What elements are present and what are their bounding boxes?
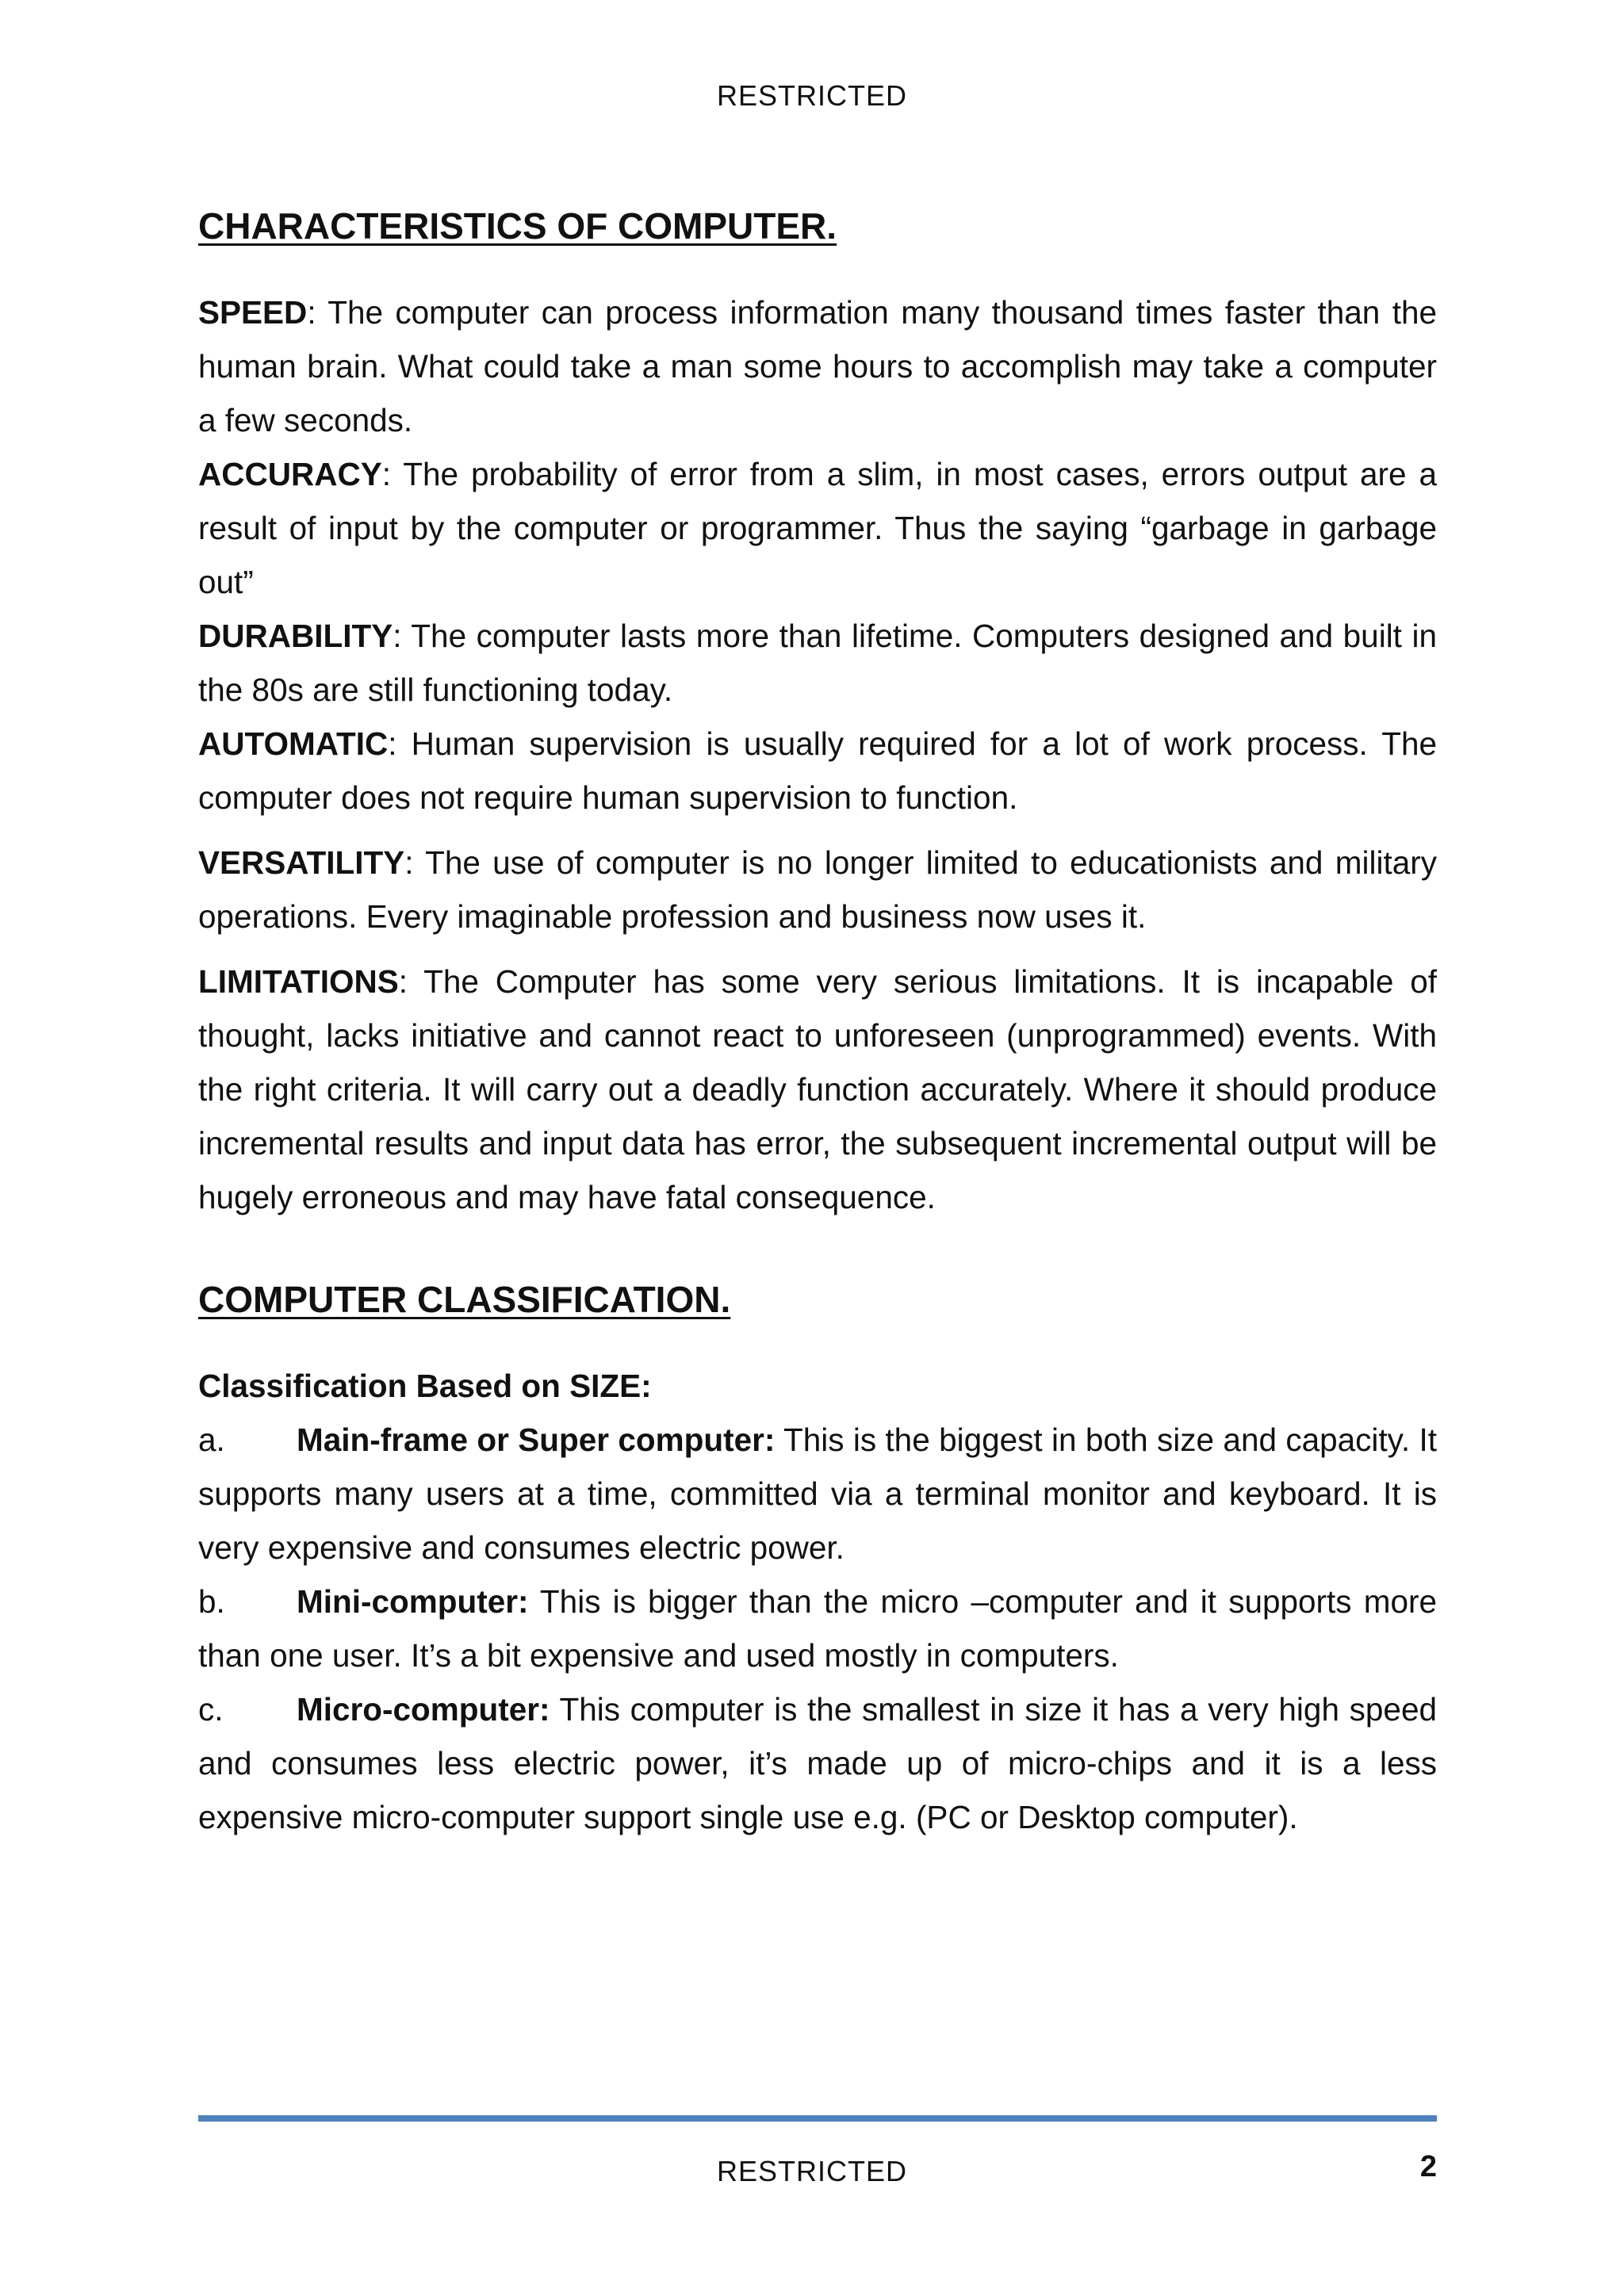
term-label: VERSATILITY xyxy=(198,844,405,881)
characteristic-limitations xyxy=(198,955,1437,1224)
term-description: : The Computer has some very serious limitations. It is incapable of thought, lacks initiative and cannot react to unforeseen (unprogrammed) events. With the right criteria. It will carry out a deadly function accurately. Where it should produce incremental results and input data has error, the subsequent incremental output will be hugely erroneous and may have fatal consequence. xyxy=(198,963,1437,1215)
classification-subheading: Classification Based on SIZE: xyxy=(198,1368,652,1404)
header-classification-mark: RESTRICTED xyxy=(716,79,907,112)
classification-item-microcomputer xyxy=(198,1682,1437,1844)
page-content xyxy=(198,198,1437,1844)
term-label: Micro-computer: xyxy=(297,1691,550,1728)
list-marker: b. xyxy=(198,1583,225,1620)
characteristic-automatic xyxy=(198,717,1437,825)
list-marker: c. xyxy=(198,1691,224,1728)
term-description: : The computer lasts more than lifetime. Computers designed and built in the 80s are still functioning today. xyxy=(198,618,1437,708)
classification-heading: COMPUTER CLASSIFICATION. xyxy=(198,1279,731,1320)
term-label: AUTOMATIC xyxy=(198,725,389,762)
list-marker: a. xyxy=(198,1422,225,1458)
term-label: Mini-computer: xyxy=(297,1583,529,1620)
term-description: : The computer can process information many thousand times faster than the human brain. What could take a man some hours to accomplish may take a computer a few seconds. xyxy=(198,294,1437,438)
term-description: This is the biggest in both size and capacity. It supports many users at a time, committed via a terminal monitor and keyboard. It is very expensive and consumes electric power. xyxy=(198,1422,1437,1566)
term-description: : Human supervision is usually required for a lot of work process. The computer does not require human supervision to function. xyxy=(198,725,1437,816)
characteristics-heading: CHARACTERISTICS OF COMPUTER. xyxy=(198,205,837,247)
page-number: 2 xyxy=(1419,2150,1437,2183)
term-description: : The probability of error from a slim, in most cases, errors output are a result of input by the computer or programmer. Thus the saying “garbage in garbage out” xyxy=(198,456,1437,600)
characteristic-speed xyxy=(198,285,1437,447)
term-label: DURABILITY xyxy=(198,618,393,654)
characteristic-durability xyxy=(198,609,1437,717)
term-label: SPEED xyxy=(198,294,308,331)
characteristic-versatility xyxy=(198,836,1437,943)
term-description: This computer is the smallest in size it has a very high speed and consumes less electric power, it’s made up of micro-chips and it is a less expensive micro-computer support single use e.g. (PC or Desktop computer). xyxy=(198,1691,1437,1835)
term-label: ACCURACY xyxy=(198,456,382,492)
classification-item-minicomputer xyxy=(198,1575,1437,1682)
term-label: Main-frame or Super computer: xyxy=(297,1422,776,1458)
characteristic-accuracy xyxy=(198,447,1437,609)
term-description: This is bigger than the micro –computer and it supports more than one user. It’s a bit expensive and used mostly in computers. xyxy=(198,1583,1437,1674)
classification-item-mainframe xyxy=(198,1413,1437,1575)
term-description: : The use of computer is no longer limited to educationists and military operations. Every imaginable profession and business now uses it. xyxy=(198,844,1437,935)
term-label: LIMITATIONS xyxy=(198,963,399,1000)
footer-divider xyxy=(198,2115,1437,2122)
footer-classification-mark: RESTRICTED xyxy=(716,2155,907,2187)
